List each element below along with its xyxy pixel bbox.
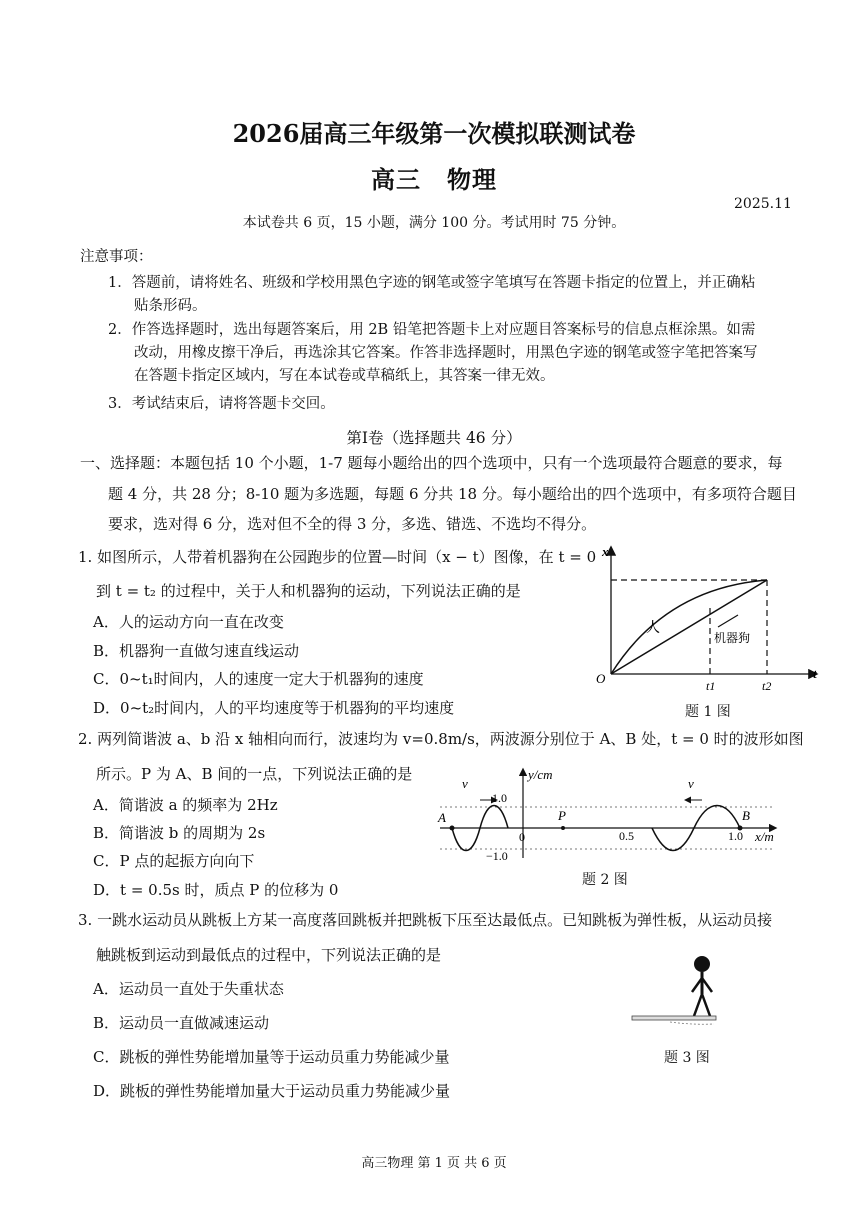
q1-x-label: t [813,666,817,681]
q1-y-label: x [602,544,609,559]
q2-stem: 2. 两列简谐波 a、b 沿 x 轴相向而行，波速均为 v=0.8m/s，两波源分别位于 A、B 处，t = 0 时的波形如图 [78,730,804,748]
q3-figure [630,950,730,1030]
q1-caption: 题 1 图 [685,704,731,720]
q1-origin: O [596,671,606,686]
q3-stem: 3. 一跳水运动员从跳板上方某一高度落回跳板并把跳板下压至达最低点。已知跳板为弹性板，从运动员接 [78,911,773,929]
section-instructions: 一、选择题：本题包括 10 个小题，1-7 题每小题给出的四个选项中，只有一个选项最符合题意的要求，每 [80,454,783,472]
section-instructions: 题 4 分，共 28 分；8-10 题为多选题，每题 6 分共 18 分。每小题给出的四个选项中，有多项符合题目 [108,485,797,503]
q2-tick-label: 0 [519,830,525,844]
q2-figure [430,758,790,868]
q3-stem: 触跳板到运动到最低点的过程中，下列说法正确的是 [96,946,442,964]
q2-velocity-label: v [462,776,468,791]
diver-head [694,956,710,972]
section-instructions: 要求，选对得 6 分，选对但不全的得 3 分，多选、错选、不选均不得分。 [108,515,597,533]
q1-dog-line [611,580,767,674]
q2-velocity-label: v [688,776,694,791]
notice-line: 贴条形码。 [134,298,207,314]
q1-stem: 1. 如图所示，人带着机器狗在公园跑步的位置—时间（x − t）图像，在 t = 0 [78,548,597,566]
q2-label-p: P [558,808,566,823]
q2-point-p [561,826,565,830]
q1-t1-label: t1 [706,679,716,693]
q1-stem: 到 t = t₂ 的过程中，关于人和机器狗的运动，下列说法正确的是 [96,582,521,600]
grade-label: 高三 [371,165,421,194]
notice-line: 改动，用橡皮擦干净后，再选涂其它答案。作答非选择题时，用黑色字迹的钢笔或签字笔把答案写 [134,345,758,361]
q2-tick-label: 1.0 [728,829,743,843]
q1-t2-label: t2 [762,679,772,693]
notice-line: 2．作答选择题时，选出每题答案后，用 2B 铅笔把答题卡上对应题目答案标号的信息点框涂黑。如需 [108,322,756,338]
q2-stem: 所示。P 为 A、B 间的一点，下列说法正确的是 [96,765,413,783]
q2-caption: 题 2 图 [582,872,628,888]
notice-line: 在答题卡指定区域内，写在本试卷或草稿纸上，其答案一律无效。 [134,368,555,384]
springboard [632,1016,716,1020]
q2-x-label: x/m [755,829,774,844]
q2-option-d: D．t = 0.5s 时，质点 P 的位移为 0 [93,881,339,899]
subject-label: 物理 [447,165,497,194]
page-footer: 高三物理 第 1 页 共 6 页 [361,1156,507,1171]
notice-heading: 注意事项： [80,249,153,265]
q3-caption: 题 3 图 [664,1050,710,1066]
q3-option-d: D．跳板的弹性势能增加量大于运动员重力势能减少量 [93,1082,451,1100]
exam-intro: 本试卷共 6 页，15 小题，满分 100 分。考试用时 75 分钟。 [242,215,626,231]
q2-option-a: A．简谐波 a 的频率为 2Hz [93,796,278,814]
exam-date: 2025.11 [734,196,792,212]
notice-line: 3．考试结束后，请将答题卡交回。 [108,396,335,412]
q2-label-a: A [438,810,446,825]
q2-option-c: C．P 点的起振方向向下 [93,852,255,870]
q1-figure [590,538,830,728]
q2-y-label: y/cm [528,767,553,782]
section-title: 第Ⅰ卷（选择题共 46 分） [346,429,522,447]
exam-title: 2026届高三年级第一次模拟联测试卷 [232,119,636,148]
q2-tick-label: −1.0 [486,849,508,863]
exam-subtitle [0,160,868,195]
q2-tick-label: 0.5 [619,829,634,843]
q3-option-c: C．跳板的弹性势能增加量等于运动员重力势能减少量 [93,1048,450,1066]
q1-option-a: A．人的运动方向一直在改变 [93,613,284,631]
q2-option-b: B．简谐波 b 的周期为 2s [93,824,266,842]
q1-dog-label: 机器狗 [714,631,751,645]
q3-option-b: B．运动员一直做减速运动 [93,1014,270,1032]
q1-person-label: 人 [646,620,660,636]
q1-option-d: D．0~t₂时间内，人的平均速度等于机器狗的平均速度 [93,699,455,717]
notice-line: 1．答题前，请将姓名、班级和学校用黑色字迹的钢笔或签字笔填写在答题卡指定的位置上，并正确粘 [108,275,756,291]
q1-option-c: C．0~t₁时间内，人的速度一定大于机器狗的速度 [93,670,424,688]
q1-option-b: B．机器狗一直做匀速直线运动 [93,642,300,660]
q2-source-a [450,826,455,831]
q2-label-b: B [742,808,750,823]
q2-tick-label: 1.0 [492,791,507,805]
q3-option-a: A．运动员一直处于失重状态 [93,980,284,998]
